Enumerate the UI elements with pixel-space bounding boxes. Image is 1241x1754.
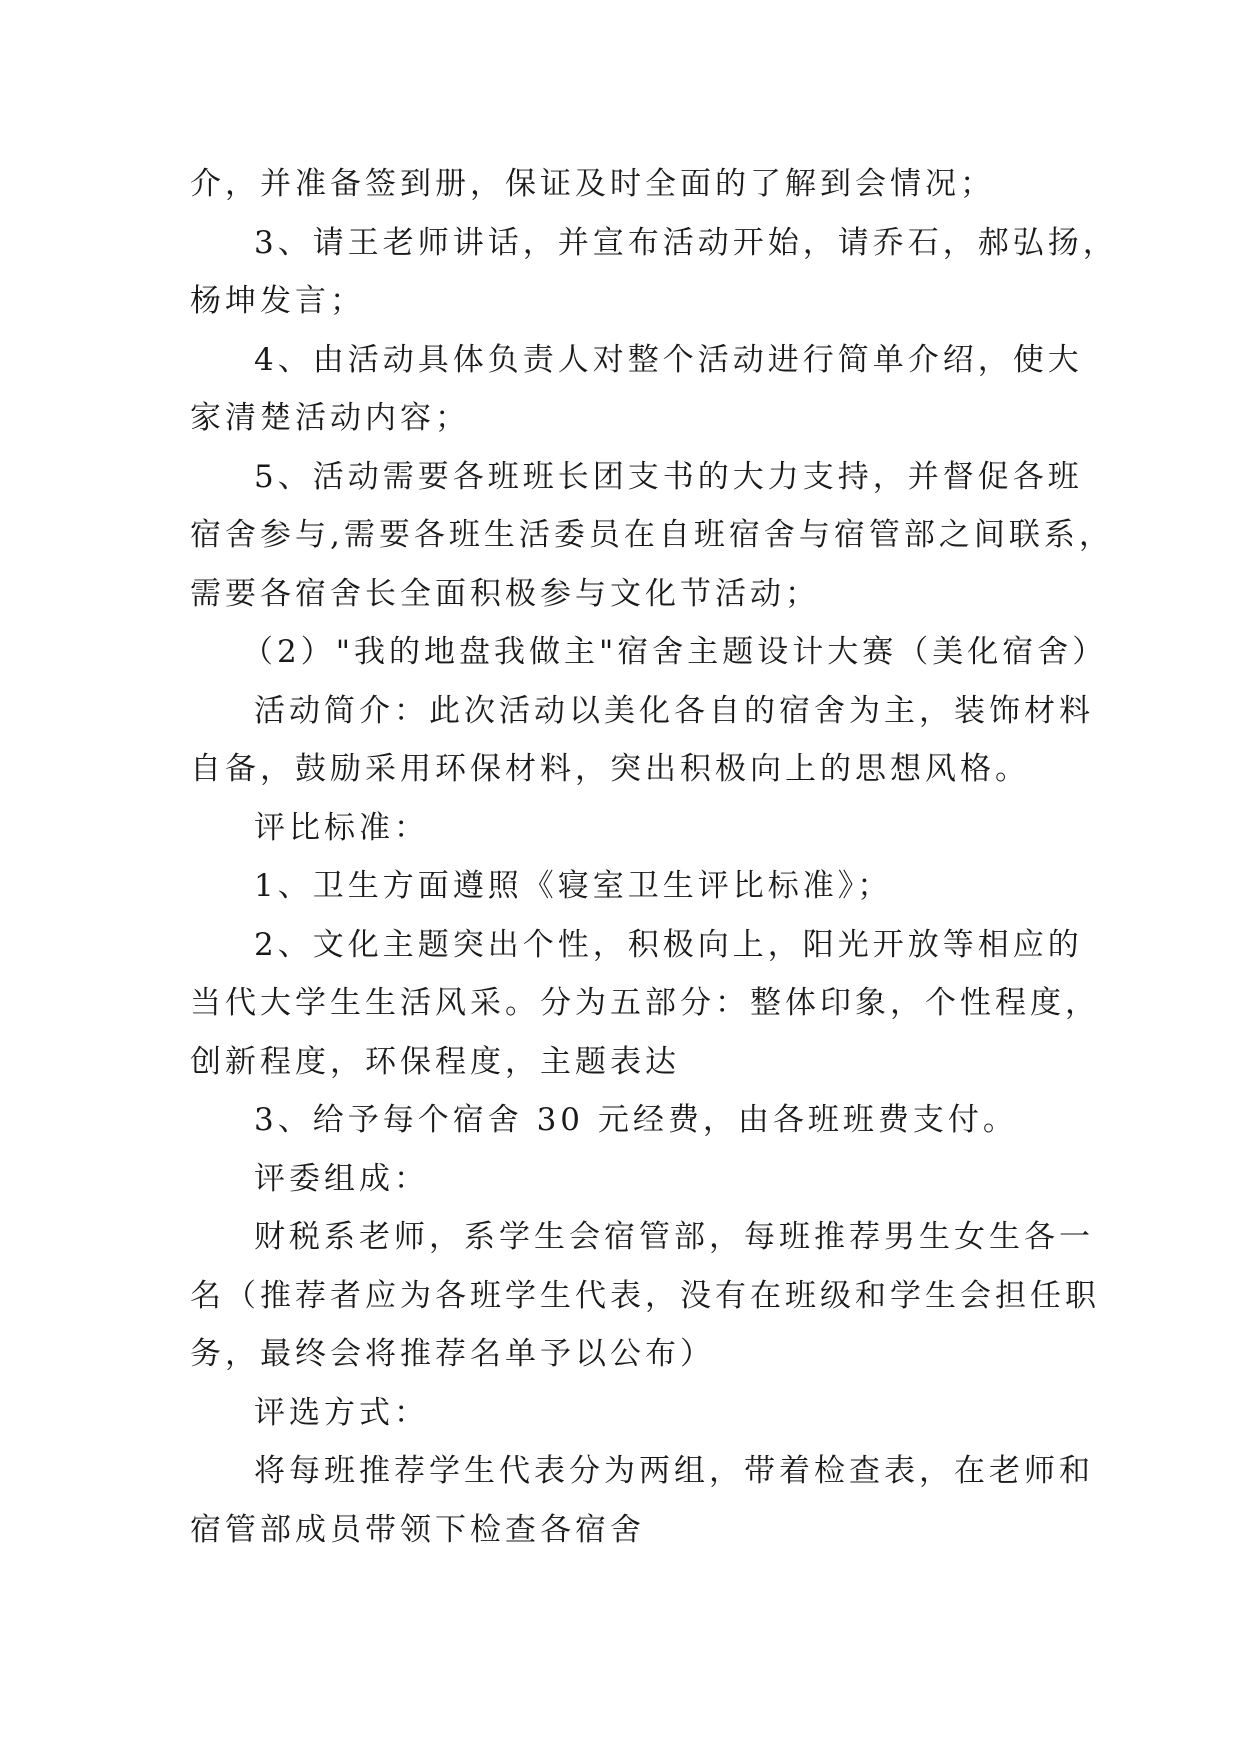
subheading: 评比标准：	[254, 809, 429, 846]
text-line: 5、活动需要各班班长团支书的大力支持，并督促各班	[254, 458, 1083, 495]
text-line: 将每班推荐学生代表分为两组，带着检查表，在老师和	[254, 1453, 1094, 1489]
text-line: 2、文化主题突出个性，积极向上，阳光开放等相应的	[254, 926, 1083, 963]
text-line: 当代大学生生活风采。分为五部分：整体印象，个性程度，	[190, 985, 1100, 1021]
text-line: 杨坤发言；	[190, 283, 365, 319]
text-line: 介，并准备签到册，保证及时全面的了解到会情况；	[190, 166, 995, 202]
text-line: 务，最终会将推荐名单予以公布）	[190, 1336, 715, 1372]
document-body	[190, 155, 1118, 1559]
text-line: 4、由活动具体负责人对整个活动进行简单介绍，使大	[254, 341, 1083, 378]
section-heading: （2）"我的地盘我做主"宿舍主题设计大赛（美化宿舍）	[242, 634, 1108, 670]
text-line: 1、卫生方面遵照《寝室卫生评比标准》；	[254, 868, 893, 904]
text-line: 3、请王老师讲话，并宣布活动开始，请乔石，郝弘扬，	[254, 224, 1118, 261]
subheading: 评委组成：	[254, 1160, 429, 1197]
subheading: 评选方式：	[254, 1394, 429, 1431]
text-line: 家清楚活动内容；	[190, 400, 470, 436]
text-line: 自备，鼓励采用环保材料，突出积极向上的思想风格。	[190, 751, 1030, 787]
text-line: 创新程度，环保程度，主题表达	[190, 1043, 680, 1080]
text-line: 宿管部成员带领下检查各宿舍	[190, 1511, 645, 1548]
text-line: 宿舍参与,需要各班生活委员在自班宿舍与宿管部之间联系，	[190, 517, 1114, 553]
text-line: 活动简介：此次活动以美化各自的宿舍为主，装饰材料	[254, 692, 1094, 729]
text-line: 名（推荐者应为各班学生代表，没有在班级和学生会担任职	[190, 1277, 1100, 1314]
text-line: 财税系老师，系学生会宿管部，每班推荐男生女生各一	[254, 1219, 1094, 1255]
text-line: 3、给予每个宿舍 30 元经费，由各班班费支付。	[254, 1102, 1018, 1138]
text-line: 需要各宿舍长全面积极参与文化节活动；	[190, 575, 820, 612]
